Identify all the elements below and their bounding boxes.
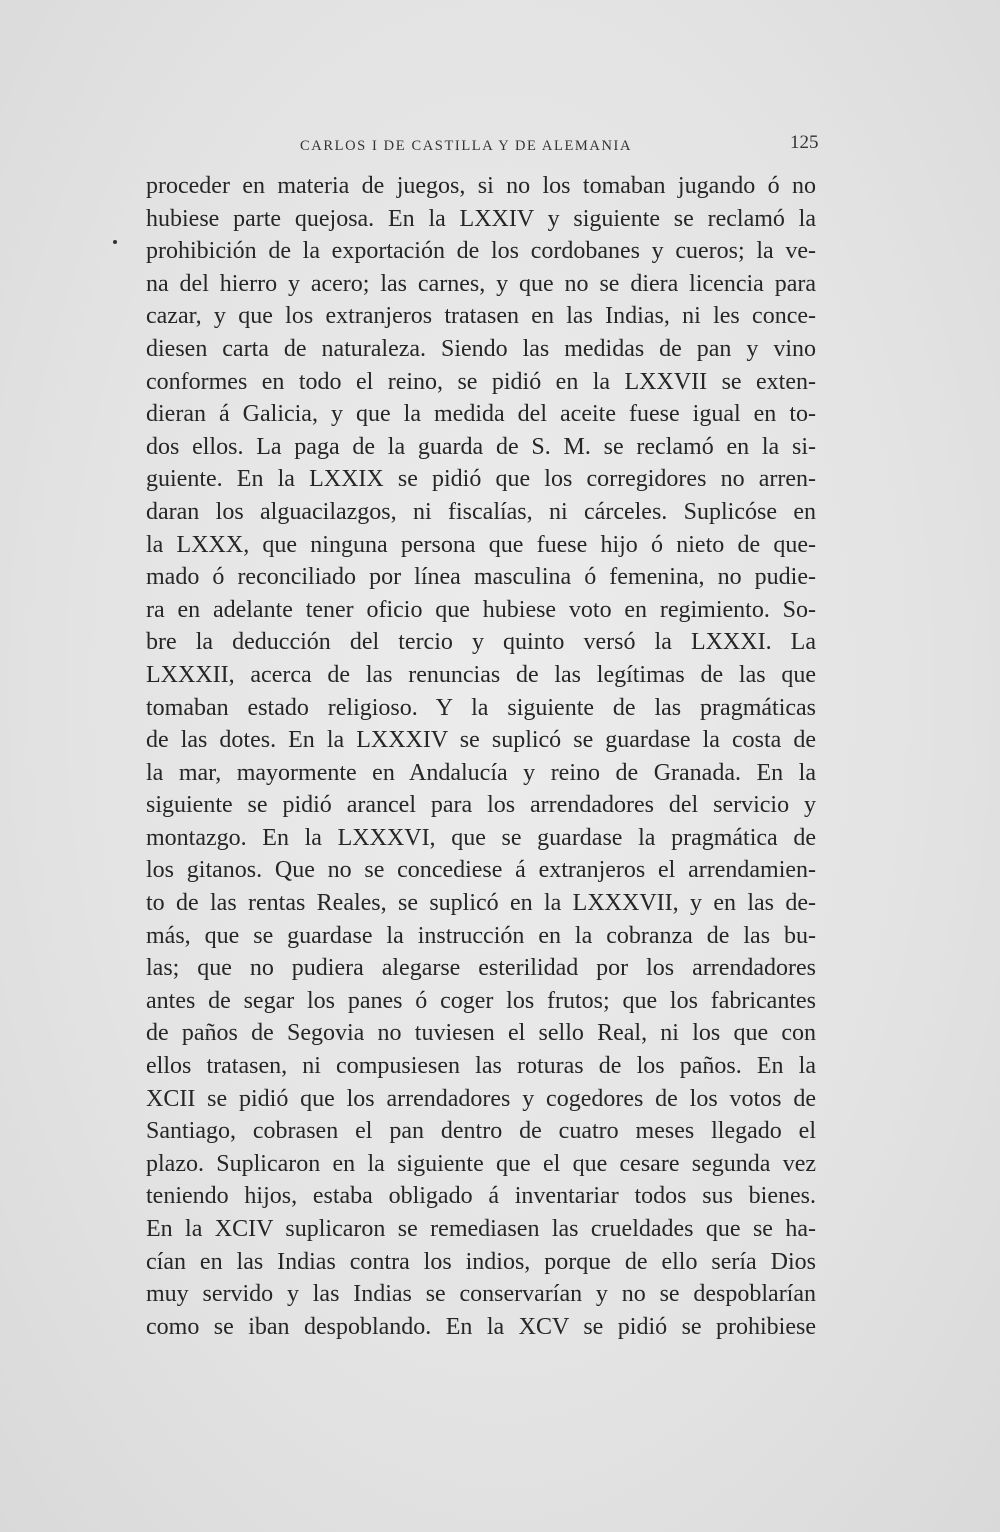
text-line: más, que se guardase la instrucción en la cobranza de las bu- xyxy=(146,922,816,949)
text-line: tomaban estado religioso. Y la siguiente de las pragmáticas xyxy=(146,694,816,721)
text-line: XCII se pidió que los arrendadores y cogedores de los votos de xyxy=(146,1085,816,1112)
page-number: 125 xyxy=(790,132,819,153)
text-line: antes de segar los panes ó coger los frutos; que los fabricantes xyxy=(146,987,816,1014)
body-text xyxy=(146,170,816,1343)
text-line: proceder en materia de juegos, si no los tomaban jugando ó no xyxy=(146,173,816,199)
text-line: LXXXII, acerca de las renuncias de las legítimas de las que xyxy=(146,661,816,688)
text-line: mado ó reconciliado por línea masculina ó femenina, no pudie- xyxy=(146,564,816,591)
text-line: dieran á Galicia, y que la medida del aceite fuese igual en to- xyxy=(146,401,816,428)
text-line: bre la deducción del tercio y quinto versó la LXXXI. La xyxy=(146,629,816,656)
text-line: guiente. En la LXXIX se pidió que los corregidores no arren- xyxy=(146,466,816,493)
text-line: to de las rentas Reales, se suplicó en la LXXXVII, y en las de- xyxy=(146,890,816,917)
text-line: muy servido y las Indias se conservarían y no se despoblarían xyxy=(146,1281,816,1308)
text-line: cazar, y que los extranjeros tratasen en las Indias, ni les conce- xyxy=(146,303,816,330)
text-line: plazo. Suplicaron en la siguiente que el que cesare segunda vez xyxy=(146,1150,816,1177)
text-line: dos ellos. La paga de la guarda de S. M. se reclamó en la si- xyxy=(146,433,816,460)
text-line: na del hierro y acero; las carnes, y que no se diera licencia para xyxy=(146,270,816,297)
text-line: montazgo. En la LXXXVI, que se guardase la pragmática de xyxy=(146,824,816,851)
text-line: daran los alguacilazgos, ni fiscalías, ni cárceles. Suplicóse en xyxy=(146,498,816,525)
text-line: diesen carta de naturaleza. Siendo las medidas de pan y vino xyxy=(146,335,816,362)
running-head: CARLOS I DE CASTILLA Y DE ALEMANIA xyxy=(300,138,633,154)
text-line: las; que no pudiera alegarse esterilidad por los arrendadores xyxy=(146,955,816,982)
ink-speck xyxy=(113,240,117,244)
text-line: como se iban despoblando. En la XCV se pidió se prohibiese xyxy=(146,1313,816,1340)
text-line: ra en adelante tener oficio que hubiese voto en regimiento. So- xyxy=(146,596,816,623)
text-line: En la XCIV suplicaron se remediasen las crueldades que se ha- xyxy=(146,1216,816,1242)
text-line: siguiente se pidió arancel para los arrendadores del servicio y xyxy=(146,792,816,819)
text-line: hubiese parte quejosa. En la LXXIV y siguiente se reclamó la xyxy=(146,205,816,232)
text-line: cían en las Indias contra los indios, porque de ello sería Dios xyxy=(146,1248,816,1275)
text-line: de paños de Segovia no tuviesen el sello Real, ni los que con xyxy=(146,1020,816,1047)
text-line: Santiago, cobrasen el pan dentro de cuatro meses llegado el xyxy=(146,1118,816,1145)
text-line: conformes en todo el reino, se pidió en la LXXVII se exten- xyxy=(146,368,816,395)
text-line: la mar, mayormente en Andalucía y reino de Granada. En la xyxy=(146,759,816,786)
text-line: ellos tratasen, ni compusiesen las roturas de los paños. En la xyxy=(146,1053,816,1080)
text-line: prohibición de la exportación de los cordobanes y cueros; la ve- xyxy=(146,238,816,265)
text-line: la LXXX, que ninguna persona que fuese hijo ó nieto de que- xyxy=(146,531,816,558)
text-line: los gitanos. Que no se concediese á extranjeros el arrendamien- xyxy=(146,857,816,884)
text-line: teniendo hijos, estaba obligado á inventariar todos sus bienes. xyxy=(146,1183,816,1210)
text-line: de las dotes. En la LXXXIV se suplicó se guardase la costa de xyxy=(146,727,816,754)
